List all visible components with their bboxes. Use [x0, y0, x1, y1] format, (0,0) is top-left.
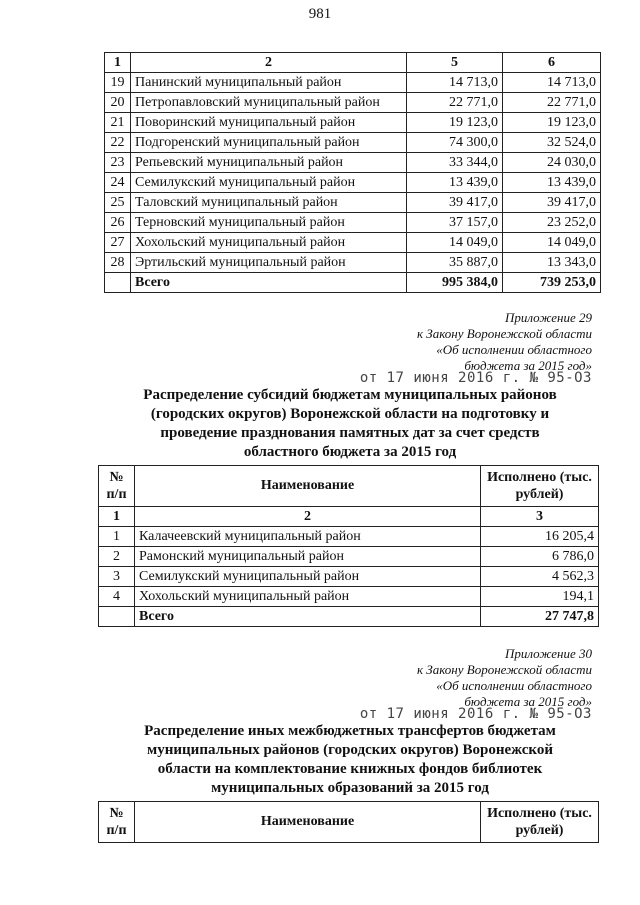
table-cell: 33 344,0	[407, 153, 503, 173]
total-value-6: 739 253,0	[503, 273, 601, 293]
table-cell: 1	[99, 527, 135, 547]
header-cell: 5	[407, 53, 503, 73]
table-total-row	[99, 607, 599, 627]
table-header-row	[105, 53, 601, 73]
law-date-stamp: от 17 июня 2016 г. № 95-ОЗ	[359, 706, 592, 722]
table-row	[105, 93, 601, 113]
table-cell: 35 887,0	[407, 253, 503, 273]
table-cell: 74 300,0	[407, 133, 503, 153]
index-cell: 3	[481, 507, 599, 527]
table-cell: 14 713,0	[503, 73, 601, 93]
table-cell: 4	[99, 587, 135, 607]
table-cell: Таловский муниципальный район	[131, 193, 407, 213]
table-cell: 24 030,0	[503, 153, 601, 173]
table-cell: 22 771,0	[407, 93, 503, 113]
table-row	[105, 213, 601, 233]
header-name: Наименование	[135, 802, 481, 843]
total-empty-cell	[99, 607, 135, 627]
table-cell: 28	[105, 253, 131, 273]
table-cell: 13 343,0	[503, 253, 601, 273]
table-row	[105, 73, 601, 93]
table-cell: 2	[99, 547, 135, 567]
title-line: проведение празднования памятных дат за счет средств	[160, 425, 540, 441]
table-cell: 27	[105, 233, 131, 253]
index-cell: 1	[99, 507, 135, 527]
table-cell: Петропавловский муниципальный район	[131, 93, 407, 113]
header-cell: 2	[131, 53, 407, 73]
table-row	[105, 113, 601, 133]
table-cell: 6 786,0	[481, 547, 599, 567]
table-cell: Репьевский муниципальный район	[131, 153, 407, 173]
library-transfers-table	[98, 801, 599, 843]
table-cell: Семилукский муниципальный район	[131, 173, 407, 193]
appendix-line: Приложение 30	[504, 646, 592, 661]
appendix-line: бюджета за 2015 год»	[464, 694, 592, 709]
appendix-line: Приложение 29	[504, 310, 592, 325]
table-row	[99, 587, 599, 607]
table-cell: 13 439,0	[503, 173, 601, 193]
total-label: Всего	[135, 607, 481, 627]
table-header-row	[99, 466, 599, 507]
table-cell: 14 049,0	[503, 233, 601, 253]
table-cell: 4 562,3	[481, 567, 599, 587]
header-value: Исполнено (тыс. рублей)	[481, 466, 599, 507]
table-cell: Эртильский муниципальный район	[131, 253, 407, 273]
table-row	[105, 253, 601, 273]
title-line: области на комплектование книжных фондов библиотек	[157, 761, 543, 777]
table-row	[105, 133, 601, 153]
header-cell: 1	[105, 53, 131, 73]
table-cell: 14 049,0	[407, 233, 503, 253]
table-row	[105, 233, 601, 253]
table-row	[105, 153, 601, 173]
table-cell: 23	[105, 153, 131, 173]
header-cell: 6	[503, 53, 601, 73]
total-label: Всего	[131, 273, 407, 293]
table-cell: 22 771,0	[503, 93, 601, 113]
law-date-stamp: от 17 июня 2016 г. № 95-ОЗ	[359, 370, 592, 386]
table-cell: 23 252,0	[503, 213, 601, 233]
title-line: областного бюджета за 2015 год	[243, 444, 457, 460]
table-cell: 39 417,0	[503, 193, 601, 213]
table-cell: 21	[105, 113, 131, 133]
districts-table-continuation	[104, 52, 601, 293]
table-cell: 19 123,0	[407, 113, 503, 133]
title-line: муниципальных районов (городских округов) Воронежской	[147, 742, 553, 758]
table-cell: Панинский муниципальный район	[131, 73, 407, 93]
table-cell: Хохольский муниципальный район	[135, 587, 481, 607]
total-empty-cell	[105, 273, 131, 293]
table-cell: 24	[105, 173, 131, 193]
appendix-29-title	[90, 386, 610, 462]
header-value: Исполнено (тыс. рублей)	[481, 802, 599, 843]
appendix-line: к Закону Воронежской области	[416, 662, 592, 677]
appendix-line: к Закону Воронежской области	[416, 326, 592, 341]
total-value: 27 747,8	[481, 607, 599, 627]
table-cell: Подгоренский муниципальный район	[131, 133, 407, 153]
table-row	[99, 527, 599, 547]
appendix-29-header	[417, 310, 592, 374]
appendix-30-header	[417, 646, 592, 710]
table-cell: 19	[105, 73, 131, 93]
table-cell: 25	[105, 193, 131, 213]
table-cell: 20	[105, 93, 131, 113]
table-header-row	[99, 802, 599, 843]
table-row	[105, 173, 601, 193]
appendix-line: «Об исполнении областного	[436, 342, 592, 357]
total-value-5: 995 384,0	[407, 273, 503, 293]
table-cell: Поворинский муниципальный район	[131, 113, 407, 133]
table-cell: 32 524,0	[503, 133, 601, 153]
table-cell: 3	[99, 567, 135, 587]
table-row	[105, 193, 601, 213]
appendix-line: «Об исполнении областного	[436, 678, 592, 693]
table-cell: 39 417,0	[407, 193, 503, 213]
table-cell: 194,1	[481, 587, 599, 607]
table-cell: 19 123,0	[503, 113, 601, 133]
title-line: муниципальных образований за 2015 год	[211, 780, 489, 796]
header-num: № п/п	[99, 802, 135, 843]
table-cell: Семилукский муниципальный район	[135, 567, 481, 587]
table-cell: Калачеевский муниципальный район	[135, 527, 481, 547]
table-cell: Терновский муниципальный район	[131, 213, 407, 233]
table-cell: 16 205,4	[481, 527, 599, 547]
table-row	[99, 567, 599, 587]
table-total-row	[105, 273, 601, 293]
title-line: Распределение иных межбюджетных трансфертов бюджетам	[144, 723, 556, 739]
table-cell: 14 713,0	[407, 73, 503, 93]
appendix-30-title	[90, 722, 610, 798]
table-cell: 22	[105, 133, 131, 153]
table-row	[99, 547, 599, 567]
title-line: (городских округов) Воронежской области на подготовку и	[150, 406, 550, 422]
header-num: № п/п	[99, 466, 135, 507]
page-number: 981	[308, 6, 332, 22]
table-cell: Хохольский муниципальный район	[131, 233, 407, 253]
header-name: Наименование	[135, 466, 481, 507]
subsidies-table	[98, 465, 599, 627]
index-cell: 2	[135, 507, 481, 527]
table-index-row	[99, 507, 599, 527]
title-line: Распределение субсидий бюджетам муниципальных районов	[143, 387, 557, 403]
table-cell: 13 439,0	[407, 173, 503, 193]
table-cell: 37 157,0	[407, 213, 503, 233]
table-cell: Рамонский муниципальный район	[135, 547, 481, 567]
appendix-line: бюджета за 2015 год»	[464, 358, 592, 373]
table-cell: 26	[105, 213, 131, 233]
